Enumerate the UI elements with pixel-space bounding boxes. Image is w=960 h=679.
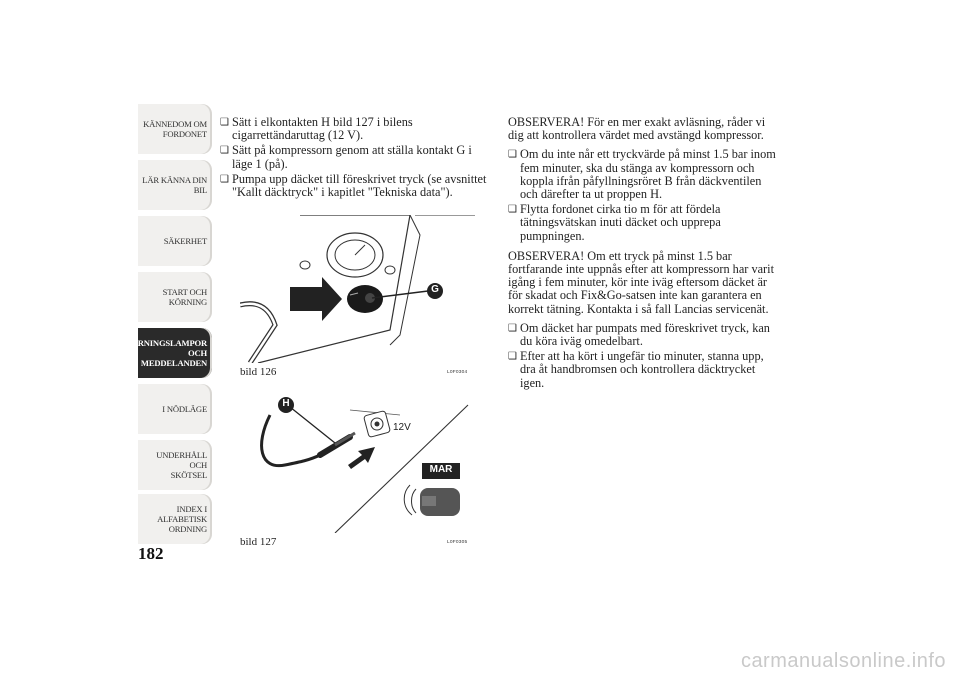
instruction-bullet: ❑ Om däcket har pumpats med föreskrivet tryck, kan du köra iväg omedelbart.: [508, 322, 776, 348]
tab-start-och-korning[interactable]: [138, 272, 212, 322]
tab-label: UNDERHÅLL OCH SKÖTSEL: [156, 450, 207, 480]
tab-label: LÄR KÄNNA DIN BIL: [142, 175, 207, 195]
figure-127-caption: bild 127: [240, 536, 277, 548]
figure-126-compressor-switch: [240, 215, 475, 363]
socket-illustration: [240, 385, 475, 533]
tab-label: SÄKERHET: [163, 236, 207, 246]
page-number: 182: [138, 544, 164, 563]
tab-label: VARNINGSLAMPOR OCH MEDDELANDEN: [126, 338, 207, 368]
instruction-bullet: ❑ Flytta fordonet cirka tio m för att fördela tätningsvätskan inuti däcket och upprepa pumpningen.: [508, 203, 776, 243]
note-paragraph: OBSERVERA! Om ett tryck på minst 1.5 bar fortfarande inte uppnås efter att kompressorn har varit igång i fem minuter, kör inte iväg eftersom däcket är för skadat och Fix&Go-satsen inte kan garantera en korrekt tätning. Kontakta i så fall Lancias servicenät.: [508, 248, 774, 316]
note-paragraph: OBSERVERA! För en mer exakt avläsning, råder vi dig att kontrollera värdet med avstängd kompressor.: [508, 115, 766, 143]
tab-sakerhet[interactable]: [138, 216, 212, 266]
voltage-label: 12V: [393, 422, 411, 433]
figure-127-code: L0F0305: [447, 540, 468, 545]
figure-126-code: L0F0304: [447, 370, 468, 375]
figure-126-caption: bild 126: [240, 366, 277, 378]
callout-g-label: G: [431, 284, 439, 295]
tab-underhall-och-skotsel[interactable]: [138, 440, 212, 490]
instruction-bullet: ❑ Sätt i elkontakten H bild 127 i bilens cigarrettändaruttag (12 V).: [220, 116, 495, 142]
callout-h-label: H: [282, 398, 290, 409]
tab-i-nodlage[interactable]: [138, 384, 212, 434]
instruction-bullet: ❑ Om du inte når ett tryckvärde på minst 1.5 bar inom fem minuter, ska du stänga av kompressorn och koppla ifrån påfyllningsröret B från däckventilen och därefter ta ut proppen H.: [508, 148, 776, 201]
instruction-bullet: ❑ Efter att ha kört i ungefär tio minuter, stanna upp, dra åt handbromsen och kontrollera däcktrycket igen.: [508, 350, 776, 390]
figure-127-socket: [240, 385, 475, 533]
column-left: [220, 116, 495, 201]
watermark: carmanualsonline.info: [740, 650, 946, 672]
tab-kannedom-om-fordonet[interactable]: [138, 104, 212, 154]
instruction-bullet: ❑ Sätt på kompressorn genom att ställa kontakt G i läge 1 (på).: [220, 144, 495, 170]
tab-label: INDEX I ALFABETISK ORDNING: [157, 504, 207, 534]
tab-varningslampor-och-meddelanden[interactable]: [126, 328, 212, 378]
tab-label: I NÖDLÄGE: [162, 404, 207, 414]
column-right: [508, 116, 776, 392]
instruction-bullet: ❑ Pumpa upp däcket till föreskrivet tryck (se avsnittet "Kallt däcktryck" i kapitlet "Tekniska data").: [220, 173, 495, 199]
tab-label: START OCH KÖRNING: [162, 287, 207, 307]
tab-index-i-alfabetisk-ordning[interactable]: [138, 494, 212, 544]
tab-lar-kanna-din-bil[interactable]: [138, 160, 212, 210]
mar-label: MAR: [429, 464, 453, 475]
tab-label: KÄNNEDOM OM FORDONET: [143, 119, 207, 139]
